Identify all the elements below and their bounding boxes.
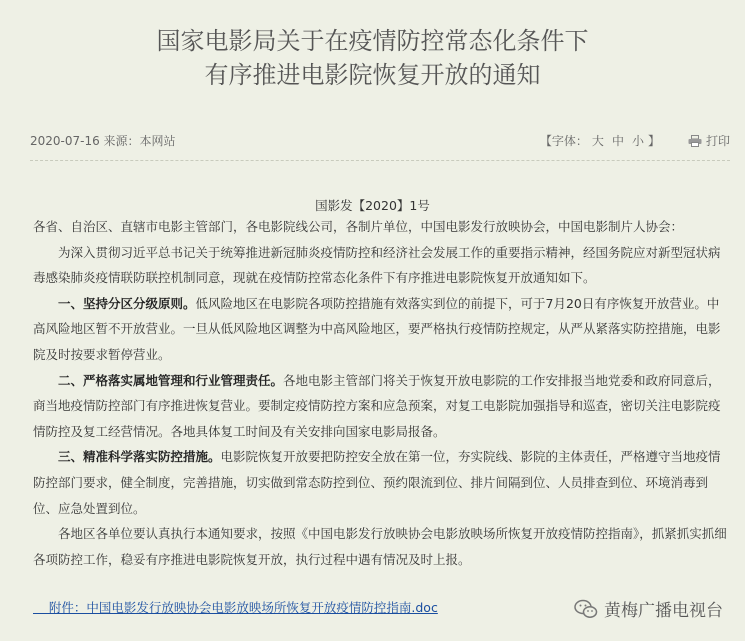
- meta-divider: [30, 160, 730, 161]
- print-button[interactable]: [688, 132, 730, 149]
- date-source: 2020-07-16 来源：本网站: [30, 134, 176, 148]
- item-2-text: 各地电影主管部门将关于恢复开放电影院的工作安排报当地党委和政府同意后，商当地疫情防控部门有序推进恢复营业。要制定疫情防控方案和应急预案，对复工电影院加强指导和巡查，密切关注电影院疫情防控及复工经营情况。各地具体复工时间及有关安排向国家电影局报备。: [33, 372, 721, 439]
- wechat-icon: [574, 599, 598, 619]
- article-body: [33, 214, 731, 572]
- salutation: 各省、自治区、直辖市电影主管部门，各电影院线公司，各制片单位，中国电影发行放映协会，中国电影制片人协会：: [33, 219, 684, 234]
- item-1-text: 低风险地区在电影院各项防控措施有效落实到位的前提下，可于7月20日有序恢复开放营业。中高风险地区暂不开放营业。一旦从低风险地区调整为中高风险地区，要严格执行疫情防控规定，从严从紧落实防控措施，电影院及时按要求暂停营业。: [33, 295, 721, 362]
- item-3-paragraph: [33, 444, 731, 521]
- watermark: [574, 596, 723, 621]
- item-2-title: 二、严格落实属地管理和行业管理责任。: [58, 372, 284, 388]
- item-3-title: 三、精准科学落实防控措施。: [58, 449, 221, 465]
- item-1-title: 一、坚持分区分级原则。: [58, 295, 196, 311]
- watermark-text: 黄梅广播电视台: [604, 601, 723, 621]
- attachment-link[interactable]: 附件：中国电影发行放映协会电影放映场所恢复开放疫情防控指南.doc: [33, 600, 438, 615]
- article-tools: [540, 132, 730, 149]
- item-1-paragraph: [33, 291, 731, 368]
- closing-paragraph: 各地区各单位要认真执行本通知要求，按照《中国电影发行放映协会电影放映场所恢复开放疫情防控指南》，抓紧抓实抓细各项防控工作，稳妥有序推进电影院恢复开放，执行过程中遇有情况及时上报。: [33, 526, 727, 567]
- font-size-small-link[interactable]: 小: [631, 134, 644, 148]
- article-meta: [30, 132, 730, 150]
- document-number: 国影发【2020】1号: [315, 198, 430, 213]
- item-3-text: 电影院恢复开放要把防控安全放在第一位，夯实院线、影院的主体责任，严格遵守当地疫情防控部门要求，健全制度，完善措施，切实做到常态防控到位、预约限流到位、排片间隔到位、人员排查到位、环境消毒到位、应急处置到位。: [33, 449, 721, 516]
- font-size-switcher: [540, 132, 660, 149]
- printer-icon: [688, 135, 702, 147]
- font-size-label: 【字体：: [539, 134, 588, 148]
- font-size-close: 】: [647, 134, 660, 148]
- item-2-paragraph: [33, 368, 731, 445]
- font-size-medium-link[interactable]: 中: [611, 134, 624, 148]
- print-label: 打印: [705, 134, 730, 148]
- font-size-large-link[interactable]: 大: [591, 134, 604, 148]
- title-line-2: 有序推进电影院恢复开放的通知: [204, 61, 541, 89]
- page-title: [0, 24, 745, 92]
- title-line-1: 国家电影局关于在疫情防控常态化条件下: [156, 27, 589, 55]
- intro-paragraph: 为深入贯彻习近平总书记关于统筹推进新冠肺炎疫情防控和经济社会发展工作的重要指示精神，经国务院应对新型冠状病毒感染肺炎疫情联防联控机制同意，现就在疫情防控常态化条件下有序推进电影院恢复开放通知如下。: [33, 244, 721, 286]
